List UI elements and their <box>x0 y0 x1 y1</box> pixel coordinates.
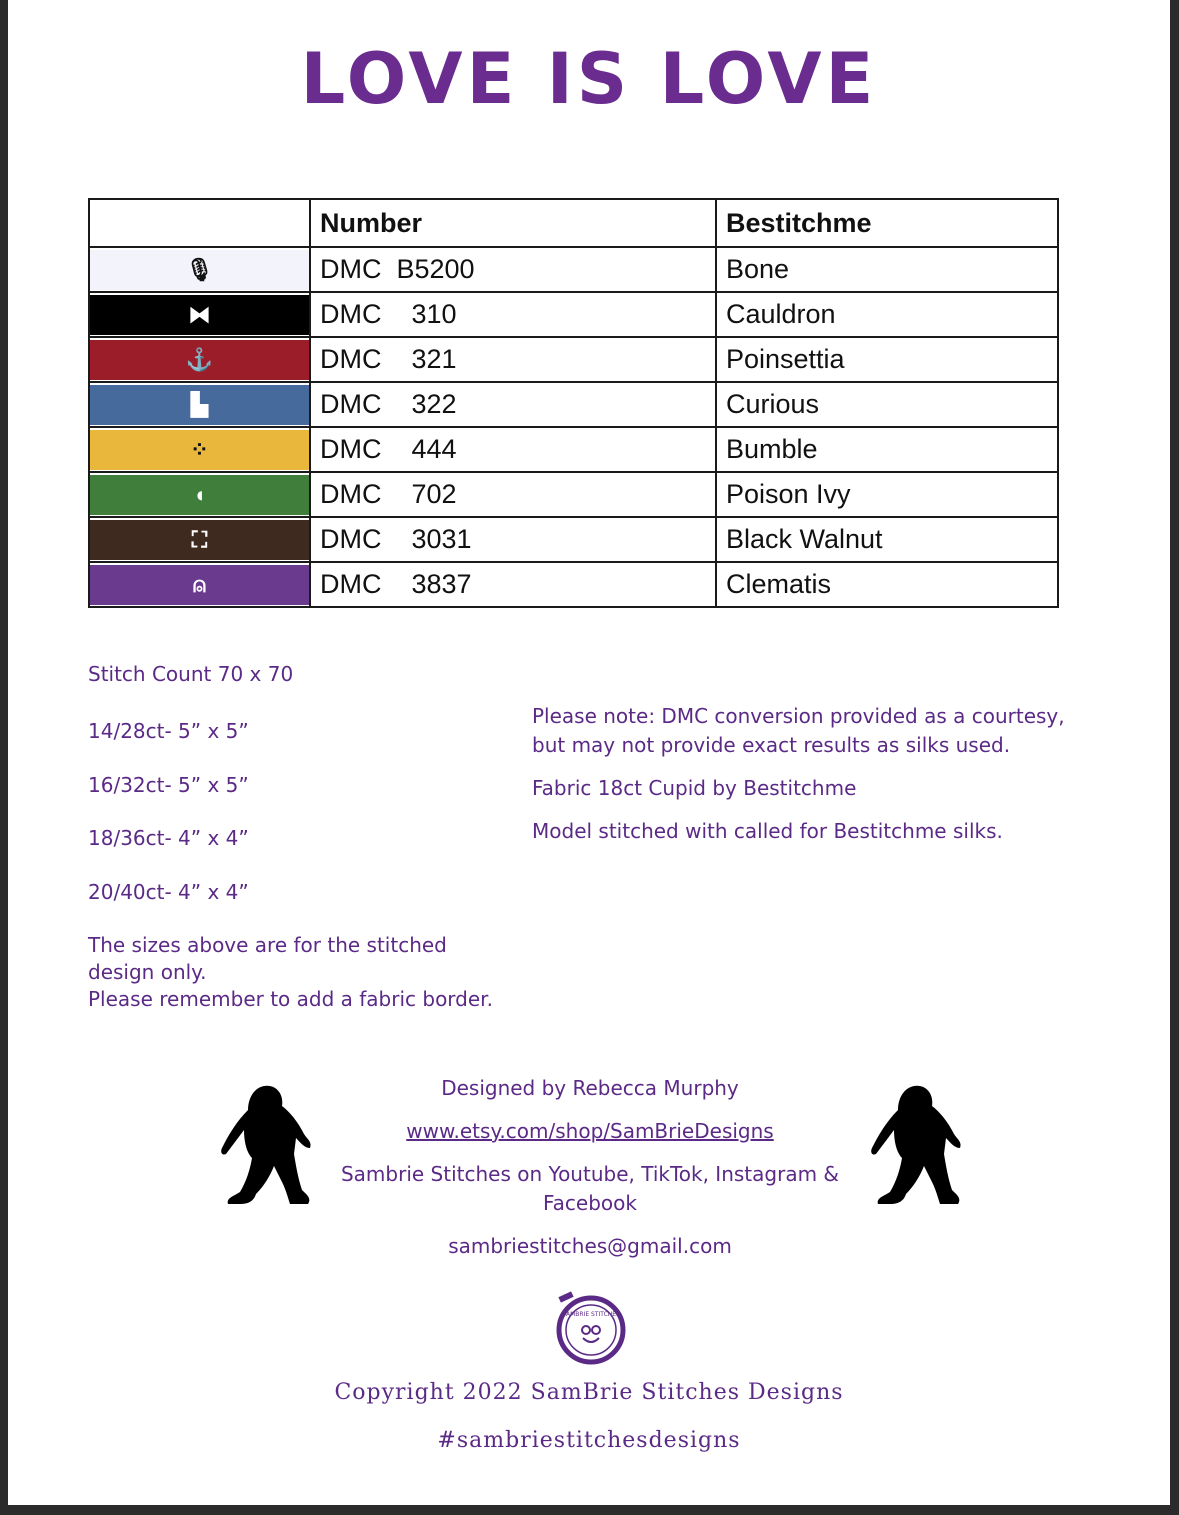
bigfoot-right-icon <box>866 1082 966 1212</box>
size-16ct: 16/32ct- 5” x 5” <box>88 773 249 797</box>
sizes-note-line-2: design only. <box>88 960 207 984</box>
dmc-number: DMC 3031 <box>310 517 716 562</box>
bestitchme-name: Poison Ivy <box>716 472 1058 517</box>
color-row <box>89 382 1058 427</box>
color-swatch <box>90 250 309 290</box>
color-swatch-cell <box>89 247 310 292</box>
email-text[interactable]: sambriestitches@gmail.com <box>448 1234 732 1258</box>
microphone-icon: 🎙 <box>185 256 214 282</box>
color-row <box>89 562 1058 607</box>
copyright: Copyright 2022 SamBrie Stitches Designs <box>334 1380 844 1405</box>
color-swatch <box>90 475 309 515</box>
header-bestitchme: Bestitchme <box>716 199 1058 247</box>
bestitchme-name: Clematis <box>716 562 1058 607</box>
socials-text: Sambrie Stitches on Youtube, TikTok, Instagram & Facebook <box>340 1162 840 1215</box>
fabric-note: Fabric 18ct Cupid by Bestitchme <box>532 776 857 800</box>
color-row <box>89 337 1058 382</box>
size-20ct: 20/40ct- 4” x 4” <box>88 880 249 904</box>
color-key-table <box>88 198 1059 608</box>
bestitchme-name: Bumble <box>716 427 1058 472</box>
dmc-number: DMC 310 <box>310 292 716 337</box>
bestitchme-name: Bone <box>716 247 1058 292</box>
logo-text: SAMBRIE STITCHES <box>562 1311 620 1318</box>
header-symbol <box>89 199 310 247</box>
mushroom-icon: ⍝ <box>192 571 207 597</box>
color-row <box>89 247 1058 292</box>
stitch-count: Stitch Count 70 x 70 <box>88 662 294 686</box>
color-swatch <box>90 295 309 335</box>
bestitchme-name: Cauldron <box>716 292 1058 337</box>
hashtag: #sambriestitchesdesigns <box>437 1428 741 1453</box>
bestitchme-name: Poinsettia <box>716 337 1058 382</box>
pattern-page <box>8 0 1170 1505</box>
anchor-icon: ⚓ <box>185 346 214 372</box>
dmc-number: DMC B5200 <box>310 247 716 292</box>
color-swatch-cell <box>89 472 310 517</box>
sambrie-logo <box>553 1290 629 1366</box>
color-swatch-cell <box>89 292 310 337</box>
color-swatch-cell <box>89 427 310 472</box>
dmc-number: DMC 3837 <box>310 562 716 607</box>
bestitchme-name: Curious <box>716 382 1058 427</box>
designer-credit: Designed by Rebecca Murphy <box>441 1076 739 1100</box>
color-swatch <box>90 520 309 560</box>
frame-icon: ⛶ <box>191 526 208 552</box>
color-swatch <box>90 385 309 425</box>
half-circle-icon: ◖ <box>192 481 207 507</box>
page-title: LOVE IS LOVE <box>300 38 878 120</box>
step-block-icon: ▙ <box>191 391 208 417</box>
credits <box>308 1074 872 1275</box>
bowtie-icon: ⧓ <box>188 301 211 327</box>
color-swatch-cell <box>89 517 310 562</box>
table-header-row <box>89 199 1058 247</box>
conversion-note: Please note: DMC conversion provided as a courtesy, but may not provide exact results as silks used. <box>532 704 1065 757</box>
color-swatch-cell <box>89 382 310 427</box>
dmc-number: DMC 321 <box>310 337 716 382</box>
shop-link[interactable]: www.etsy.com/shop/SamBrieDesigns <box>406 1119 774 1143</box>
color-swatch <box>90 565 309 605</box>
color-swatch-cell <box>89 562 310 607</box>
color-swatch <box>90 430 309 470</box>
size-14ct: 14/28ct- 5” x 5” <box>88 719 249 743</box>
dmc-number: DMC 444 <box>310 427 716 472</box>
sizes-note-line-3: Please remember to add a fabric border. <box>88 987 493 1011</box>
color-row <box>89 472 1058 517</box>
bigfoot-left-icon <box>216 1082 316 1212</box>
model-note: Model stitched with called for Bestitchme silks. <box>532 819 1003 843</box>
sizes-note-line-1: The sizes above are for the stitched <box>88 933 447 957</box>
bestitchme-name: Black Walnut <box>716 517 1058 562</box>
size-18ct: 18/36ct- 4” x 4” <box>88 826 249 850</box>
color-swatch <box>90 340 309 380</box>
header-number: Number <box>310 199 716 247</box>
dmc-number: DMC 702 <box>310 472 716 517</box>
color-swatch-cell <box>89 337 310 382</box>
dots-diagonal-icon: ⁘ <box>190 436 209 462</box>
dmc-number: DMC 322 <box>310 382 716 427</box>
color-row <box>89 427 1058 472</box>
conversion-notes <box>532 702 1092 860</box>
color-row <box>89 517 1058 562</box>
color-row <box>89 292 1058 337</box>
